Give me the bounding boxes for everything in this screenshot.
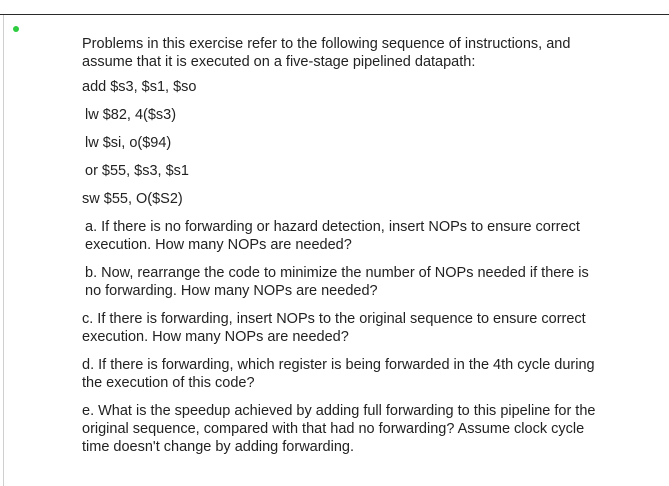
code-line-5: sw $55, O($S2) (82, 191, 183, 207)
problem-statement (82, 35, 602, 466)
question-d: d. If there is forwarding, which register is being forwarded in the 4th cycle during the execution of this code? (82, 357, 595, 391)
code-line-2: lw $82, 4($s3) (85, 107, 177, 123)
code-line-4: or $55, $s3, $s1 (85, 163, 189, 179)
intro-text: Problems in this exercise refer to the following sequence of instructions, and assume that it is executed on a five-stage pipelined datapath: (82, 36, 571, 70)
code-line-1: add $s3, $s1, $so (82, 79, 197, 95)
top-divider (0, 14, 669, 15)
question-b: b. Now, rearrange the code to minimize the number of NOPs needed if there is no forwarding. How many NOPs are needed? (85, 265, 589, 299)
question-a: a. If there is no forwarding or hazard detection, insert NOPs to ensure correct execution. How many NOPs are needed? (85, 219, 580, 253)
left-border (3, 15, 4, 486)
status-dot-icon (13, 26, 19, 32)
code-line-3: lw $si, o($94) (85, 135, 172, 151)
question-e: e. What is the speedup achieved by adding full forwarding to this pipeline for the original sequence, compared with that had no forwarding? Assume clock cycle time doesn't change by adding forwarding. (82, 403, 596, 455)
question-c: c. If there is forwarding, insert NOPs to the original sequence to ensure correct execution. How many NOPs are needed? (82, 311, 586, 345)
